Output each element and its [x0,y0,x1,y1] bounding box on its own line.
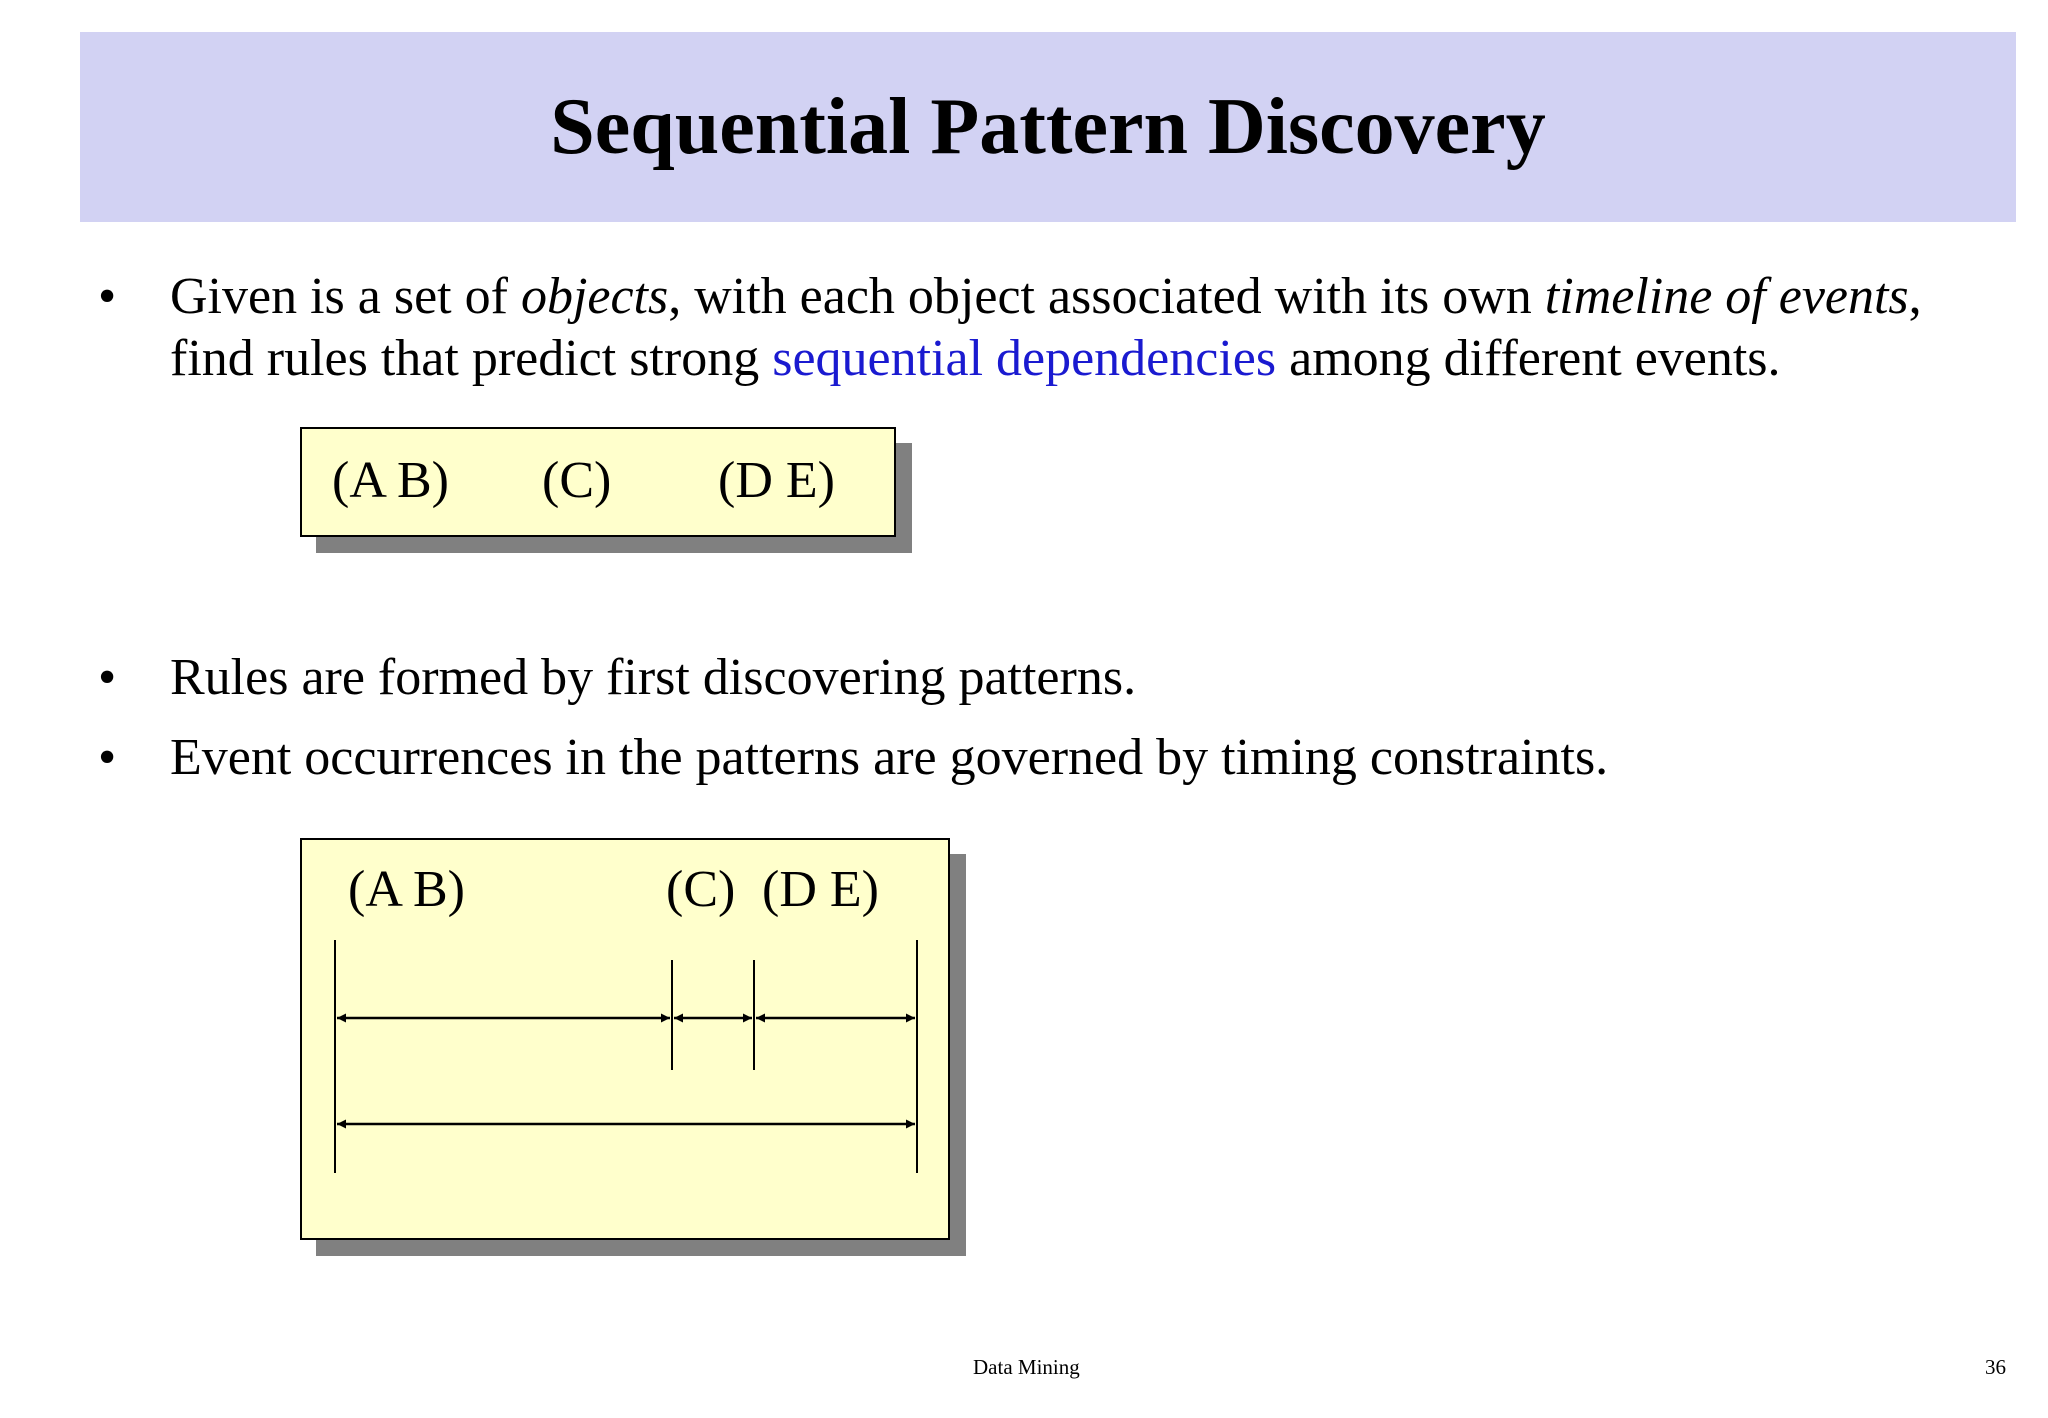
timing-group-c: (C) [666,861,736,918]
event-group-ab: (A B) [332,452,449,509]
bullet-1-highlight: sequential dependencies [772,330,1277,387]
timing-constraints-diagram [300,838,950,1240]
bullet-1-text [170,266,1970,390]
bullet-1-objects: objects [520,268,669,325]
slide-title: Sequential Pattern Discovery [550,83,1546,171]
bullet-1-part: find rules that predict strong [170,330,773,387]
bullet-marker: • [98,729,117,786]
bullet-marker: • [98,268,117,325]
bullet-1-timeline: timeline of events [1544,268,1909,325]
bullet-1-part: , [1908,268,1922,325]
event-group-c: (C) [542,452,612,509]
timing-group-ab: (A B) [348,861,465,918]
sequence-box [300,427,896,537]
footer-title: Data Mining [973,1355,1080,1379]
bullet-3-text: Event occurrences in the patterns are governed by timing constraints. [170,729,1609,786]
bullet-marker: • [98,649,117,706]
page-number: 36 [1985,1355,2006,1379]
bullet-1-part: Given is a set of [170,268,521,325]
bullet-2-text: Rules are formed by first discovering patterns. [170,649,1137,706]
timing-group-de: (D E) [762,861,879,918]
bullet-1-part: among different events. [1276,330,1781,387]
bullet-1-part: , with each object associated with its own [668,268,1545,325]
title-bar [80,32,2016,222]
event-group-de: (D E) [718,452,835,509]
